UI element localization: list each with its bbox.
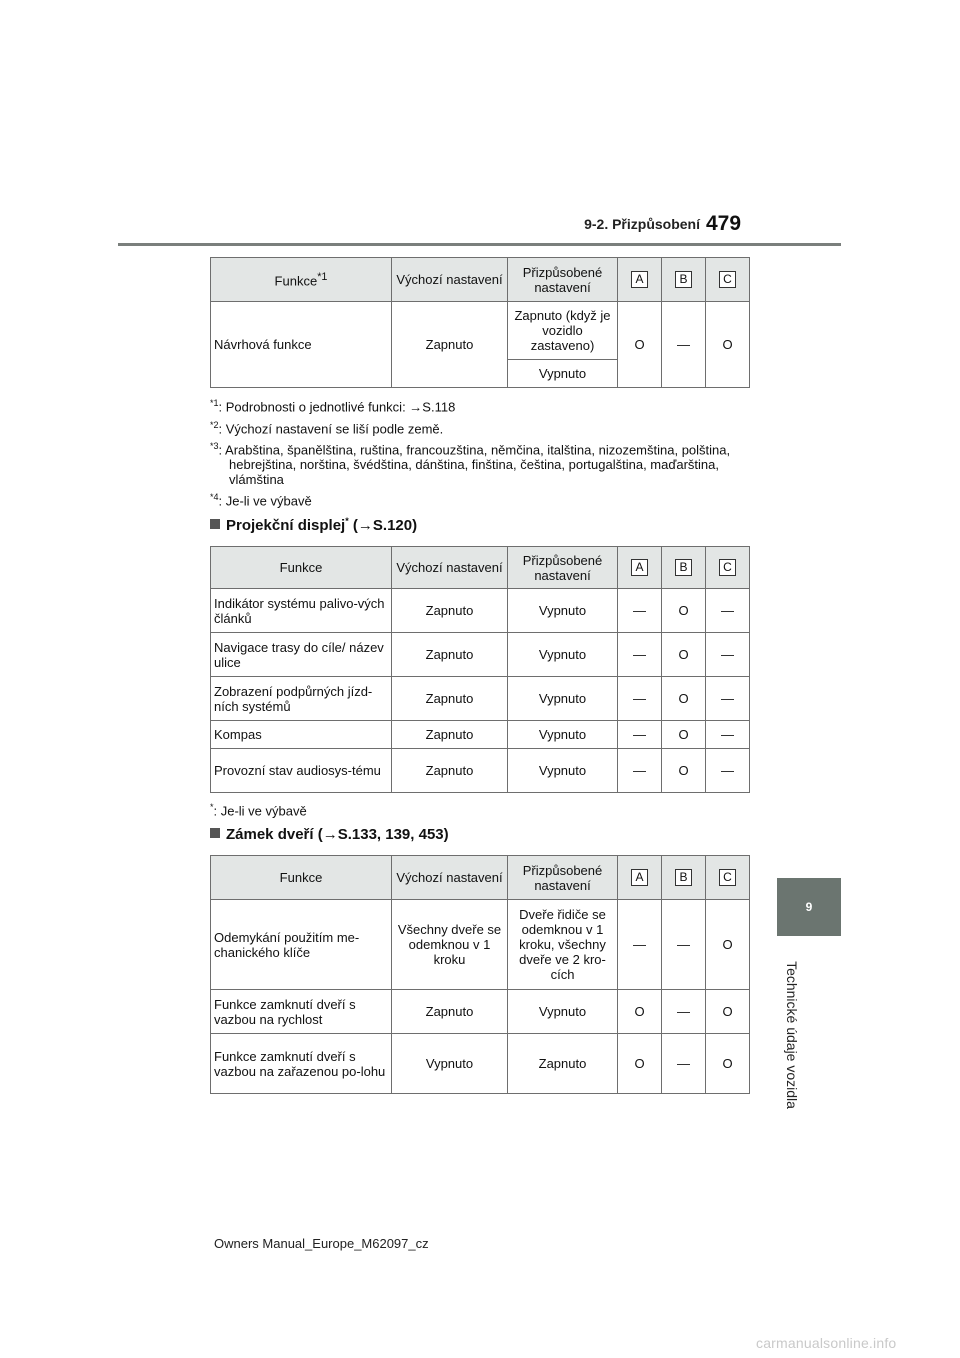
- cell-b: O: [662, 633, 706, 677]
- bullet-square-icon: [210, 519, 220, 529]
- letter-c-box: C: [719, 559, 736, 576]
- table-row: [211, 749, 750, 793]
- cell-c: —: [706, 749, 750, 793]
- header-col-a: [618, 547, 662, 589]
- cell-custom: Vypnuto: [508, 990, 618, 1034]
- cell-a: O: [618, 302, 662, 388]
- cell-custom-option-2: Vypnuto: [508, 360, 618, 388]
- cell-c: O: [706, 990, 750, 1034]
- cell-custom: Vypnuto: [508, 677, 618, 721]
- cell-default: Zapnuto: [392, 749, 508, 793]
- table-row: [211, 990, 750, 1034]
- chapter-tab: 9: [777, 878, 841, 936]
- cell-function: Provozní stav audiosys-tému: [211, 749, 392, 793]
- cell-default: Zapnuto: [392, 721, 508, 749]
- cell-default: Zapnuto: [392, 990, 508, 1034]
- cell-a: —: [618, 900, 662, 990]
- cell-custom: Zapnuto: [508, 1034, 618, 1094]
- cell-default: Všechny dveře se odemknou v 1 kroku: [392, 900, 508, 990]
- footer-manual-id: Owners Manual_Europe_M62097_cz: [214, 1236, 429, 1251]
- table-row: [211, 633, 750, 677]
- bullet-square-icon: [210, 828, 220, 838]
- cell-b: O: [662, 721, 706, 749]
- cell-a: —: [618, 677, 662, 721]
- header-col-b: [662, 547, 706, 589]
- section-title: 9-2. Přizpůsobení: [584, 216, 700, 232]
- cell-b: O: [662, 749, 706, 793]
- letter-a-box: A: [631, 559, 648, 576]
- cell-custom: Vypnuto: [508, 589, 618, 633]
- cell-a: —: [618, 633, 662, 677]
- customization-table-1: [210, 257, 750, 388]
- cell-c: —: [706, 589, 750, 633]
- header-default: Výchozí nastavení: [392, 258, 508, 302]
- header-function: Funkce: [211, 856, 392, 900]
- cell-b: —: [662, 302, 706, 388]
- cell-a: O: [618, 1034, 662, 1094]
- letter-b-box: B: [675, 869, 692, 886]
- footnote-3: $^{*3}$: Arabština, španělština, ruština, francouzština, němčina, italština, nizozemština, polština, hebrejština, norština, švédština, dánština, finština, čeština, portugalština, maďarština, vlámština: [210, 441, 731, 488]
- cell-function: Zobrazení podpůrných jízd-ních systémů: [211, 677, 392, 721]
- cell-default: Vypnuto: [392, 1034, 508, 1094]
- letter-a-box: A: [631, 869, 648, 886]
- header-custom: Přizpůsobené nastavení: [508, 547, 618, 589]
- cell-function: Funkce zamknutí dveří s vazbou na zařazenou po-lohu: [211, 1034, 392, 1094]
- cell-custom-option-1: Zapnuto (když je vozidlo zastaveno): [508, 302, 618, 360]
- chapter-title-text: Technické údaje vozidla: [784, 961, 800, 1109]
- cell-default: Zapnuto: [392, 589, 508, 633]
- header-custom: Přizpůsobené nastavení: [508, 856, 618, 900]
- cell-c: O: [706, 900, 750, 990]
- footnote-2: $^{*2}$: Výchozí nastavení se liší podle země.: [210, 420, 444, 437]
- header-default: Výchozí nastavení: [392, 547, 508, 589]
- table-row: [211, 721, 750, 749]
- cell-c: O: [706, 302, 750, 388]
- letter-a-box: A: [631, 271, 648, 288]
- cell-custom: Vypnuto: [508, 749, 618, 793]
- cell-a: —: [618, 721, 662, 749]
- cell-b: O: [662, 677, 706, 721]
- cell-function: Návrhová funkce: [211, 302, 392, 388]
- cell-a: —: [618, 589, 662, 633]
- table-row: [211, 302, 750, 360]
- header-col-c: [706, 856, 750, 900]
- cell-default: Zapnuto: [392, 302, 508, 388]
- customization-table-2: [210, 546, 750, 793]
- letter-c-box: C: [719, 271, 736, 288]
- section-heading-door-lock: Zámek dveří (→S.133, 139, 453): [210, 826, 449, 843]
- chapter-title: [772, 950, 812, 1120]
- cell-function: Funkce zamknutí dveří s vazbou na rychlost: [211, 990, 392, 1034]
- footnote-1: $^{*1}$: Podrobnosti o jednotlivé funkci: →S.118: [210, 398, 456, 415]
- cell-c: —: [706, 633, 750, 677]
- section-heading-projection-display: Projekční displej* (→S.120): [210, 516, 417, 534]
- cell-c: —: [706, 721, 750, 749]
- header-col-b: [662, 856, 706, 900]
- header-col-c: [706, 258, 750, 302]
- header-col-a: [618, 856, 662, 900]
- cell-custom: Vypnuto: [508, 633, 618, 677]
- letter-b-box: B: [675, 271, 692, 288]
- header-col-c: [706, 547, 750, 589]
- cell-custom: Dveře řidiče se odemknou v 1 kroku, všechny dveře ve 2 kro-cích: [508, 900, 618, 990]
- cell-b: —: [662, 1034, 706, 1094]
- table-row: [211, 589, 750, 633]
- cell-default: Zapnuto: [392, 677, 508, 721]
- customization-table-3: [210, 855, 750, 1094]
- footnote-optional-equipment: *: Je-li ve výbavě: [210, 802, 307, 819]
- header-col-a: [618, 258, 662, 302]
- header-col-b: [662, 258, 706, 302]
- letter-b-box: B: [675, 559, 692, 576]
- table-row: [211, 677, 750, 721]
- letter-c-box: C: [719, 869, 736, 886]
- cell-function: Kompas: [211, 721, 392, 749]
- table-row: [211, 1034, 750, 1094]
- header-custom: Přizpůsobené nastavení: [508, 258, 618, 302]
- header-function: Funkce: [211, 547, 392, 589]
- cell-function: Odemykání použitím me-chanického klíče: [211, 900, 392, 990]
- table-row: [211, 900, 750, 990]
- header-function: Funkce$^{*1}$: [211, 258, 392, 302]
- cell-c: O: [706, 1034, 750, 1094]
- cell-c: —: [706, 677, 750, 721]
- cell-b: O: [662, 589, 706, 633]
- watermark: carmanualsonline.info: [756, 1335, 897, 1351]
- cell-function: Navigace trasy do cíle/ název ulice: [211, 633, 392, 677]
- page-number: 479: [706, 212, 742, 235]
- footnote-4: $^{*4}$: Je-li ve výbavě: [210, 492, 312, 509]
- header-rule: [118, 243, 841, 246]
- cell-function: Indikátor systému palivo-vých článků: [211, 589, 392, 633]
- header-default: Výchozí nastavení: [392, 856, 508, 900]
- cell-b: —: [662, 900, 706, 990]
- cell-default: Zapnuto: [392, 633, 508, 677]
- cell-custom: Vypnuto: [508, 721, 618, 749]
- cell-a: O: [618, 990, 662, 1034]
- cell-b: —: [662, 990, 706, 1034]
- cell-a: —: [618, 749, 662, 793]
